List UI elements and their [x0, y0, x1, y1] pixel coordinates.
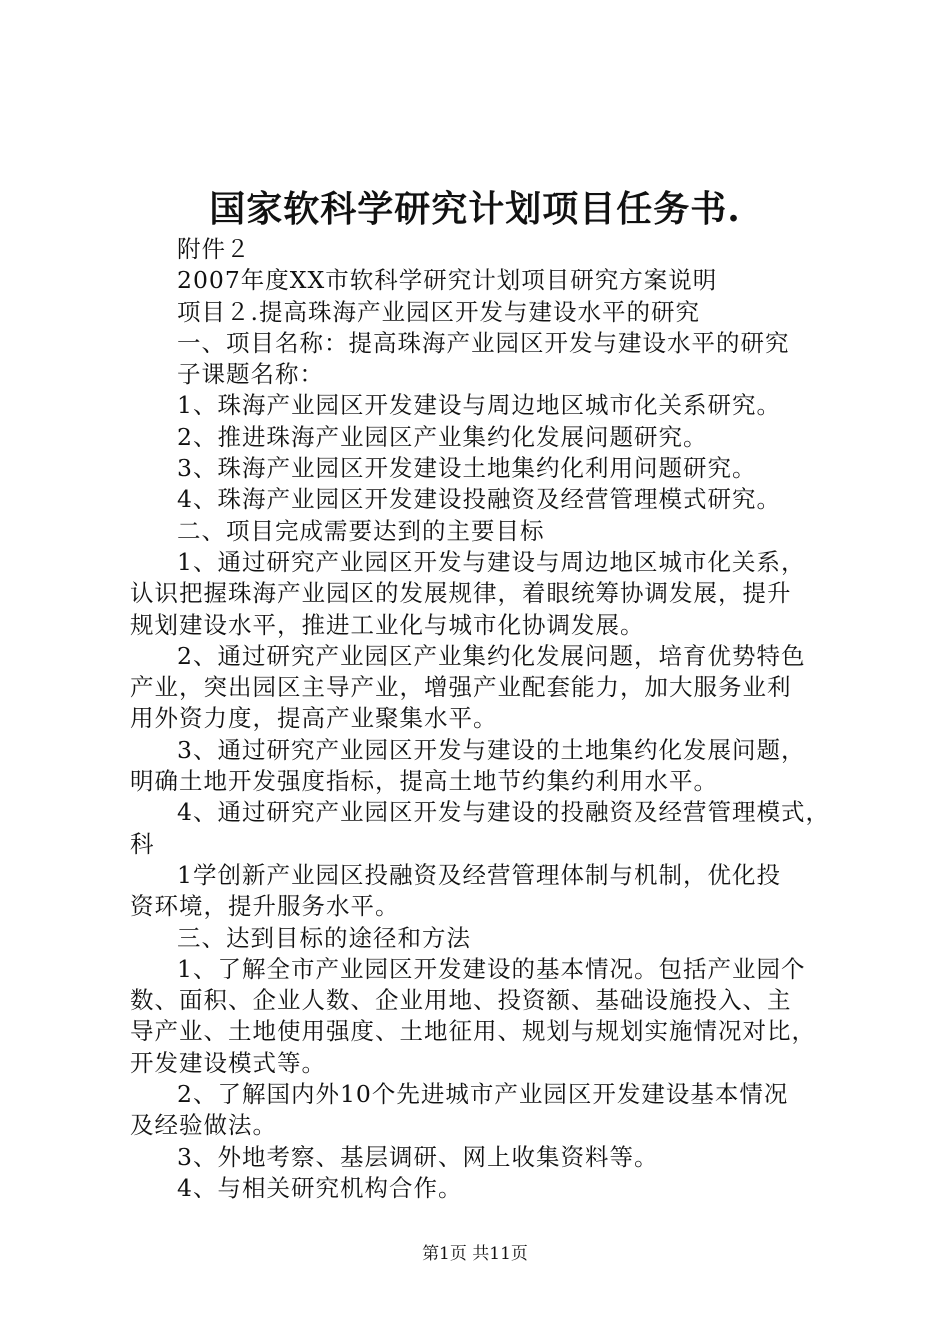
body-line: 资环境，提升服务水平。	[130, 892, 400, 921]
body-line: 开发建设模式等。	[130, 1048, 326, 1077]
body-line: 明确土地开发强度指标，提高土地节约集约利用水平。	[130, 767, 718, 796]
body-line: 4、珠海产业园区开发建设投融资及经营管理模式研究。	[177, 485, 781, 514]
body-line: 规划建设水平，推进工业化与城市化协调发展。	[130, 610, 645, 639]
body-line: 3、外地考察、基层调研、网上收集资料等。	[177, 1142, 659, 1171]
body-line: 4、与相关研究机构合作。	[177, 1173, 463, 1202]
body-line: 产业，突出园区主导产业，增强产业配套能力，加大服务业利	[130, 673, 792, 702]
document-body	[130, 234, 832, 1204]
page-footer: 第1页 共11页	[422, 1244, 528, 1264]
body-line: 2007年度XX市软科学研究计划项目研究方案说明	[177, 266, 718, 295]
body-line: 附件２	[177, 235, 251, 263]
body-line: 1、通过研究产业园区开发与建设与周边地区城市化关系，	[177, 547, 806, 576]
body-line: 二、项目完成需要达到的主要目标	[177, 516, 545, 545]
body-line: 2、通过研究产业园区产业集约化发展问题，培育优势特色	[177, 641, 806, 670]
body-line: 4、通过研究产业园区开发与建设的投融资及经营管理模式，	[177, 798, 830, 827]
body-line: 项目２.提高珠海产业园区开发与建设水平的研究	[177, 297, 700, 326]
body-line: 及经验做法。	[130, 1111, 277, 1140]
body-line: 1、了解全市产业园区开发建设的基本情况。包括产业园个	[177, 954, 806, 983]
body-line: 1、珠海产业园区开发建设与周边地区城市化关系研究。	[177, 391, 781, 420]
body-line: 三、达到目标的途径和方法	[177, 923, 471, 952]
body-line: 认识把握珠海产业园区的发展规律，着眼统筹协调发展，提升	[130, 579, 792, 608]
body-line: 3、珠海产业园区开发建设土地集约化利用问题研究。	[177, 454, 757, 483]
body-line: 科	[130, 829, 155, 858]
body-line: 数、面积、企业人数、企业用地、投资额、基础设施投入、主	[130, 986, 792, 1015]
body-line: 2、推进珠海产业园区产业集约化发展问题研究。	[177, 422, 708, 451]
document-title: 国家软科学研究计划项目任务书.	[209, 188, 741, 230]
body-line: 子课题名称：	[177, 360, 324, 389]
body-line: 用外资力度，提高产业聚集水平。	[130, 704, 498, 733]
body-line: 3、通过研究产业园区开发与建设的土地集约化发展问题，	[177, 735, 806, 764]
body-line: 1学创新产业园区投融资及经营管理体制与机制，优化投	[177, 860, 781, 889]
body-line: 2、了解国内外10个先进城市产业园区开发建设基本情况	[177, 1080, 789, 1109]
body-line: 一、项目名称：提高珠海产业园区开发与建设水平的研究	[177, 328, 790, 357]
body-line: 导产业、土地使用强度、土地征用、规划与规划实施情况对比，	[130, 1017, 816, 1046]
